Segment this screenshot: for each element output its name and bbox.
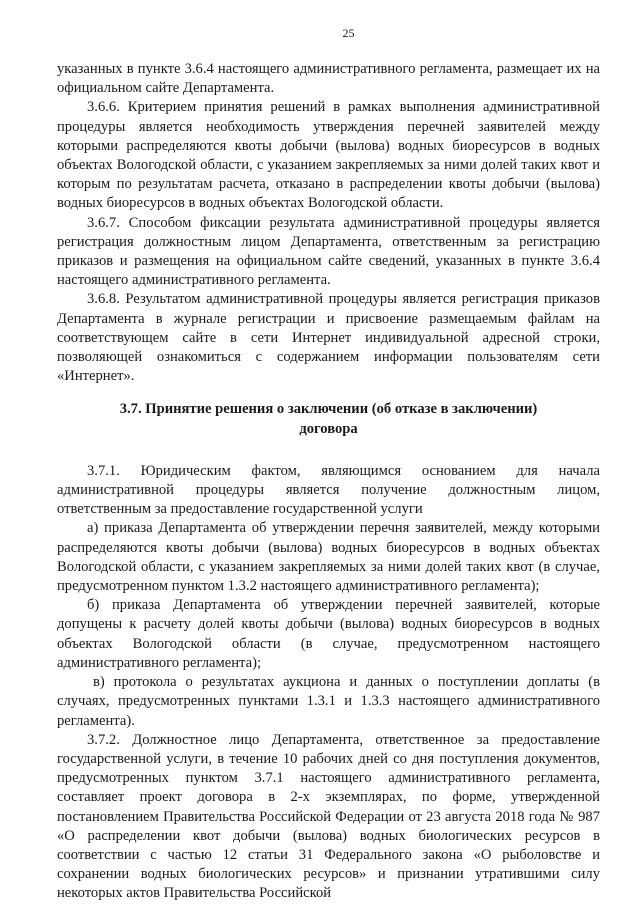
paragraph-3-6-7: 3.6.7. Способом фиксации результата административной процедуры является регистрация должностным лицом Департамента, ответственным за регистрацию приказов и размещения на официальном сайте сведений, указанных в пункте 3.6.4 настоящего административного регламента. bbox=[57, 214, 600, 289]
page-number: 25 bbox=[342, 26, 355, 40]
section-heading: 3.7. Принятие решения о заключении (об отказе в заключении) договора bbox=[119, 401, 538, 437]
list-item-b: б) приказа Департамента об утверждении перечней заявителей, которые допущены к расчету долей квоты добычи (вылова) водных биоресурсов в водных объектах Вологодской области (в случае, предусмотренном настоящего административного регламента); bbox=[57, 597, 600, 671]
paragraph-continuation: указанных в пункте 3.6.4 настоящего административного регламента, размещает их на официальном сайте Департамента. bbox=[57, 61, 600, 97]
paragraph-3-6-6: 3.6.6. Критерием принятия решений в рамках выполнения административной процедуры является необходимость утверждения перечней заявителей между которыми распределяются квоты добычи (вылова) водных биоресурсов в водных объектах Вологодской области, с указанием закрепляемых за ними долей таких квот и которым по результатам расчета, отказано в распределении квоты добычи (вылова) водных биоресурсов в водных объектах Вологодской области. bbox=[57, 99, 600, 212]
paragraph-3-7-1: 3.7.1. Юридическим фактом, являющимся основанием для начала административной процедуры является получение должностным лицом, ответственным за предоставление государственной услуги bbox=[57, 462, 600, 518]
list-item-v: в) протокола о результатах аукциона и данных о поступлении доплаты (в случаях, предусмотренных пунктами 1.3.1 и 1.3.3 настоящего административного регламента). bbox=[57, 674, 600, 729]
paragraph-3-6-8: 3.6.8. Результатом административной процедуры является регистрация приказов Департамента в журнале регистрации и присвоение размещаемым файлам на соответствующем сайте в сети Интернет индивидуальной адресной строки, позволяющей ознакомиться с содержанием информации пользователям сети «Интернет». bbox=[57, 291, 600, 385]
paragraph-3-7-2: 3.7.2. Должностное лицо Департамента, ответственное за предоставление государственной услуги, в течение 10 рабочих дней со дня поступления документов, предусмотренных пунктом 3.7.1 настоящего административного регламента, составляет проект договора в 2-х экземплярах, по форме, утвержденной постановлением Правительства Российской Федерации от 23 августа 2018 года № 987 «О распределении квот добычи (вылова) водных биологических ресурсов в соответствии с частью 12 статьи 31 Федерального закона «О рыболовстве и сохранении водных биологических ресурсов» и признании утратившими силу некоторых актов Правительства Российской bbox=[57, 731, 600, 902]
list-item-a: а) приказа Департамента об утверждении перечня заявителей, между которыми распределяются квоты добычи (вылова) водных биоресурсов в водных объектах Вологодской области, с указанием закрепляемых за ними долей таких квот (в случае, предусмотренном пунктом 1.3.2 настоящего административного регламента); bbox=[57, 520, 600, 595]
